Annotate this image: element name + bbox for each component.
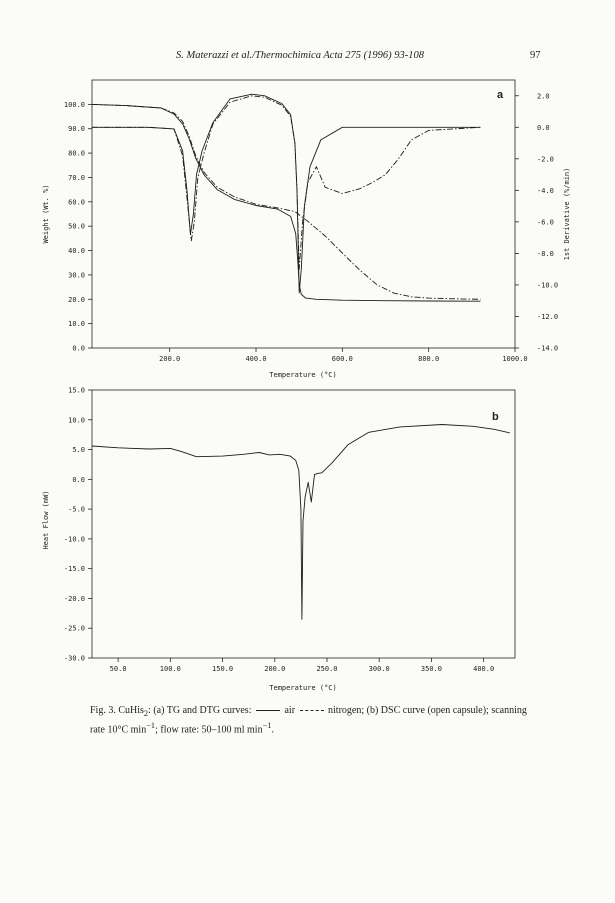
- panel-a-frame: [92, 80, 515, 348]
- y-tick-label: -10.0: [63, 535, 85, 544]
- caption-sub-1: 2: [143, 709, 149, 718]
- y-tick-label: 90.0: [68, 125, 85, 134]
- panel-b-chart: [42, 387, 515, 693]
- y-tick-label: 80.0: [68, 149, 85, 158]
- y-tick-label: 10.0: [68, 416, 85, 425]
- panel-a-y-axis-title: Weight (Wt. %): [42, 184, 50, 244]
- panel-a-y-axis: [64, 101, 92, 353]
- x-tick-label: 200.0: [264, 665, 286, 673]
- y2-tick-label: 0.0: [537, 123, 550, 132]
- caption-legend-nitrogen: nitrogen: [328, 705, 362, 716]
- series-dsc: [92, 425, 510, 620]
- caption-text-2: : (a) TG and DTG curves:: [148, 705, 252, 716]
- y2-tick-label: -4.0: [537, 186, 554, 195]
- y-tick-label: -25.0: [63, 624, 85, 633]
- y-tick-label: -15.0: [63, 565, 85, 574]
- running-head: S. Materazzi et al./Thermochimica Acta 275 (1996) 93-108: [176, 50, 424, 61]
- y-tick-label: 50.0: [68, 222, 85, 231]
- y-tick-label: 60.0: [68, 198, 85, 207]
- y2-tick-label: -12.0: [537, 312, 559, 321]
- panel-a-x-axis-title: Temperature (°C): [269, 371, 337, 379]
- y-tick-label: 30.0: [68, 271, 85, 280]
- y2-tick-label: -14.0: [537, 344, 559, 353]
- legend-air-line: [256, 710, 280, 711]
- x-tick-label: 250.0: [316, 665, 338, 673]
- x-tick-label: 50.0: [109, 665, 127, 673]
- series-dtg-nitrogen: [92, 96, 481, 269]
- x-tick-label: 150.0: [212, 665, 234, 673]
- y2-tick-label: -6.0: [537, 218, 554, 227]
- x-tick-label: 800.0: [418, 355, 440, 363]
- x-tick-label: 1000.0: [502, 355, 528, 363]
- x-tick-label: 400.0: [245, 355, 267, 363]
- panel-a-y2-axis-title: 1st Derivative (%/min): [563, 167, 571, 261]
- panel-a-chart: [42, 80, 571, 379]
- y-tick-label: 15.0: [68, 386, 85, 395]
- panel-b-x-axis: [110, 658, 495, 673]
- x-tick-label: 600.0: [331, 355, 353, 363]
- panel-b-y-axis: [64, 387, 92, 663]
- caption-text-3: ; (b) DSC curve (open capsule); scanning rate 10°C min: [90, 705, 527, 736]
- panel-b-series: [92, 425, 510, 620]
- x-tick-label: 400.0: [473, 665, 495, 673]
- x-tick-label: 100.0: [159, 665, 181, 673]
- panel-a-x-axis: [159, 348, 527, 363]
- caption-sup-2: −1: [262, 721, 272, 730]
- y-tick-label: 5.0: [72, 446, 85, 455]
- panel-b-frame: [92, 390, 515, 658]
- x-tick-label: 350.0: [420, 665, 442, 673]
- caption-text-1: Fig. 3. CuHis: [90, 705, 144, 716]
- y-tick-label: -20.0: [63, 594, 85, 603]
- x-tick-label: 200.0: [159, 355, 181, 363]
- x-tick-label: 300.0: [368, 665, 390, 673]
- panel-b-y-axis-title: Heat Flow (mW): [42, 490, 50, 550]
- y-tick-label: 70.0: [68, 173, 85, 182]
- y2-tick-label: -8.0: [537, 249, 554, 258]
- panel-a-y2-axis: [515, 92, 558, 352]
- y2-tick-label: -10.0: [537, 281, 559, 290]
- panel-b-x-axis-title: Temperature (°C): [269, 684, 337, 692]
- y2-tick-label: -2.0: [537, 155, 554, 164]
- figure-caption: [90, 705, 540, 736]
- y-tick-label: 20.0: [68, 295, 85, 304]
- legend-nitrogen-line: [300, 710, 324, 711]
- y-tick-label: 10.0: [68, 320, 85, 329]
- y2-tick-label: 2.0: [537, 92, 550, 101]
- y-tick-label: -30.0: [63, 654, 85, 663]
- y-tick-label: -5.0: [68, 505, 85, 514]
- series-dtg-air: [92, 94, 481, 293]
- panel-b-label: b: [492, 411, 499, 423]
- caption-text-4: ; flow rate: 50–100 ml min: [155, 724, 263, 736]
- panel-a-series: [92, 94, 481, 301]
- y-tick-label: 100.0: [63, 100, 85, 109]
- panel-a-label: a: [497, 89, 504, 101]
- y-tick-label: 0.0: [72, 475, 85, 484]
- y-tick-label: 40.0: [68, 247, 85, 256]
- page-number: 97: [530, 50, 541, 61]
- caption-sup-1: −1: [146, 721, 156, 730]
- y-tick-label: 0.0: [72, 344, 85, 353]
- caption-legend-air: air: [284, 705, 296, 716]
- caption-text-5: .: [271, 724, 274, 736]
